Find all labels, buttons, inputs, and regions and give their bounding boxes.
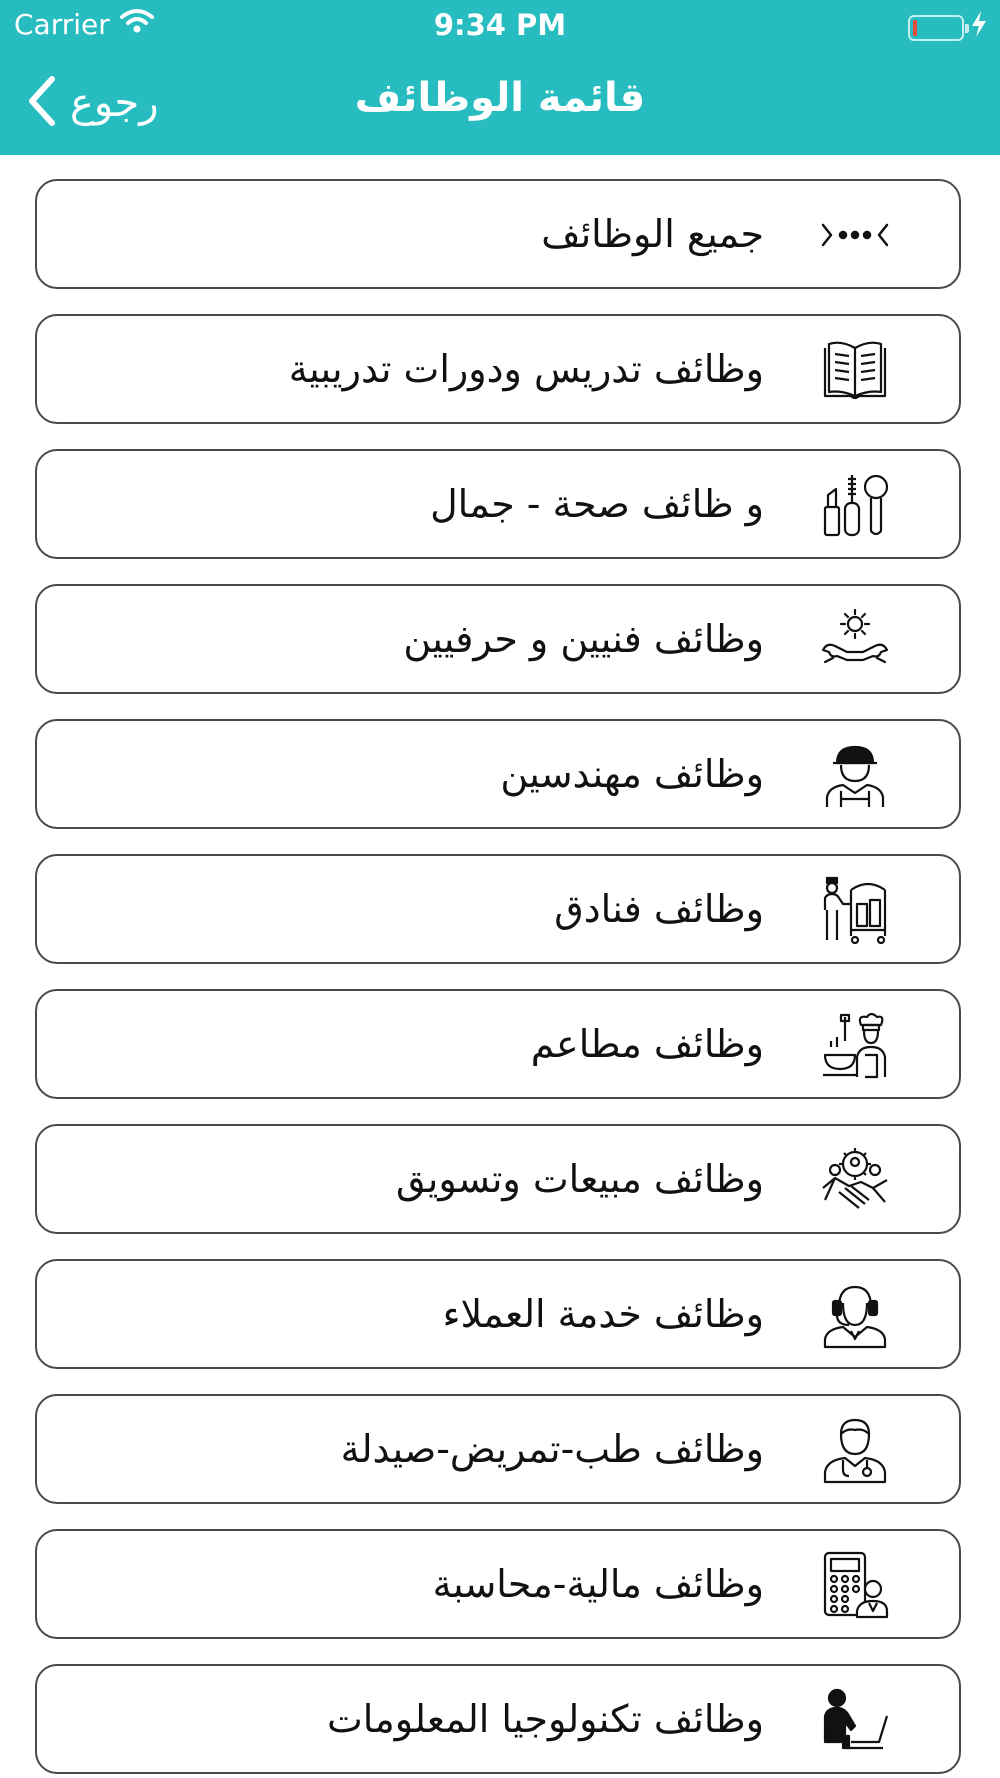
job-category-label: جميع الوظائف: [541, 212, 764, 256]
battery-icon: [908, 15, 964, 41]
navigation-bar: [0, 55, 1000, 155]
job-category-row[interactable]: [35, 1529, 961, 1639]
job-category-row[interactable]: [35, 584, 961, 694]
job-category-row[interactable]: [35, 989, 961, 1099]
job-category-row[interactable]: [35, 854, 961, 964]
job-category-list: [0, 155, 1000, 1778]
job-category-row[interactable]: [35, 179, 961, 289]
engineer-helmet-icon: [821, 741, 889, 809]
job-category-row[interactable]: [35, 1124, 961, 1234]
hotel-porter-icon: [821, 876, 889, 944]
job-category-label: وظائف تكنولوجيا المعلومات: [327, 1697, 764, 1741]
charging-bolt-icon: [970, 10, 988, 45]
job-category-label: و ظائف صحة - جمال: [430, 482, 764, 526]
job-category-label: وظائف مطاعم: [530, 1022, 764, 1066]
doctor-icon: [821, 1416, 889, 1484]
chef-icon: [821, 1011, 889, 1079]
handshake-icon: [821, 1146, 889, 1214]
job-category-row[interactable]: [35, 719, 961, 829]
job-category-label: وظائف مالية-محاسبة: [432, 1562, 764, 1606]
open-book-icon: [821, 336, 889, 404]
job-category-label: وظائف خدمة العملاء: [442, 1292, 764, 1336]
headset-agent-icon: [821, 1281, 889, 1349]
code-dots-icon: [821, 201, 889, 269]
top-bar: [0, 0, 1000, 155]
job-category-row[interactable]: [35, 314, 961, 424]
back-label: رجوع: [70, 80, 159, 126]
cosmetics-icon: [821, 471, 889, 539]
status-time: 9:34 PM: [433, 8, 567, 42]
carrier-label: Carrier: [14, 8, 110, 41]
laptop-user-icon: [821, 1686, 889, 1754]
job-category-row[interactable]: [35, 1259, 961, 1369]
job-category-label: وظائف مهندسين: [500, 752, 764, 796]
page-title: قائمة الوظائف: [354, 75, 646, 121]
job-category-row[interactable]: [35, 449, 961, 559]
job-category-label: وظائف فنيين و حرفيين: [403, 617, 764, 661]
job-category-row[interactable]: [35, 1664, 961, 1774]
calculator-accountant-icon: [821, 1551, 889, 1619]
job-category-label: وظائف تدريس ودورات تدريبية: [288, 347, 764, 391]
status-bar: [0, 0, 1000, 50]
job-category-label: وظائف مبيعات وتسويق: [396, 1157, 764, 1201]
gear-wrench-icon: [821, 606, 889, 674]
job-category-label: وظائف طب-تمريض-صيدلة: [340, 1427, 764, 1471]
job-category-row[interactable]: [35, 1394, 961, 1504]
job-category-label: وظائف فنادق: [554, 887, 764, 931]
battery-indicator: [908, 10, 988, 45]
